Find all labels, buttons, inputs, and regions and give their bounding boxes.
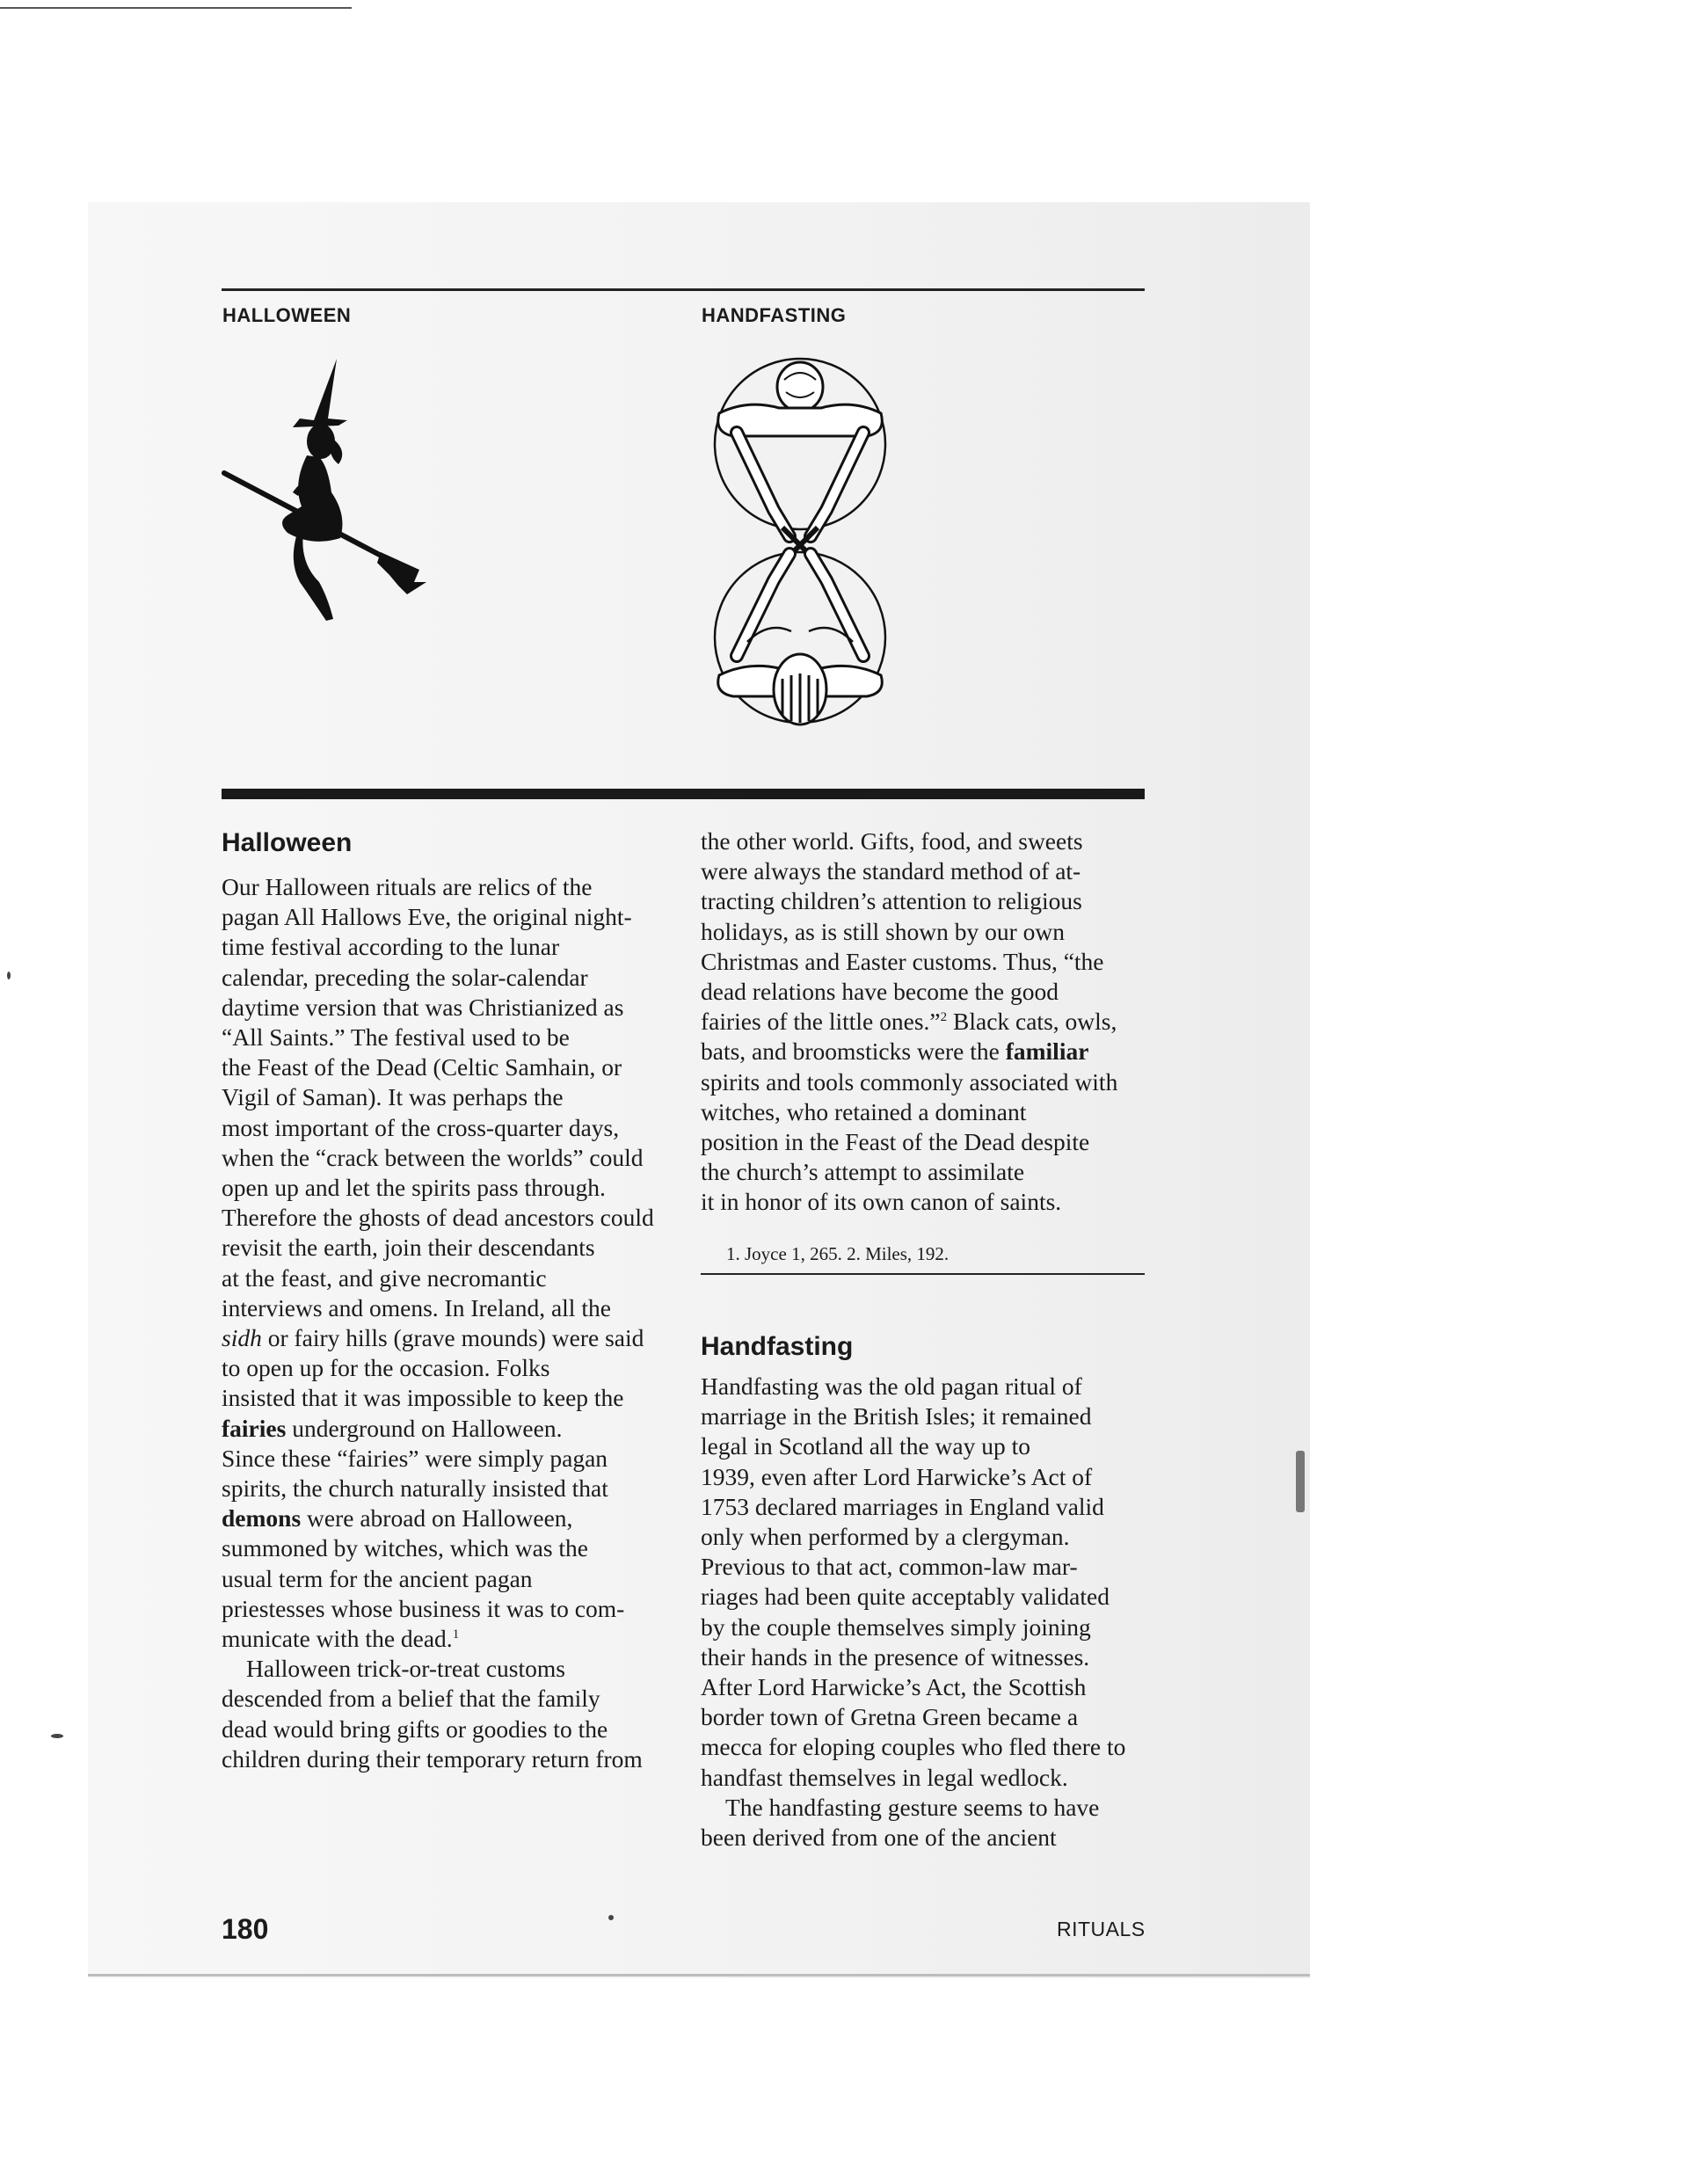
halloween-column-left <box>222 872 679 1774</box>
text-line: revisit the earth, join their descendants <box>222 1234 595 1262</box>
text-line: daytime version that was Christianized as <box>222 993 624 1021</box>
familiar-cross-reference: familiar <box>1005 1037 1089 1066</box>
text-line: calendar, preceding the solar-calendar <box>222 963 588 991</box>
header-rule <box>222 288 1145 291</box>
text-line: only when performed by a clergyman. <box>701 1523 1070 1551</box>
footnotes: 1. Joyce 1, 265. 2. Miles, 192. <box>726 1243 950 1264</box>
text-line: witches, who retained a dominant <box>701 1097 1027 1125</box>
text-line: mecca for eloping couples who fled there to <box>701 1733 1126 1761</box>
text-line: “All Saints.” The festival used to be <box>222 1023 570 1052</box>
halloween-paragraph-1 <box>222 872 679 1654</box>
text-line: Handfasting was the old pagan ritual of <box>701 1372 1082 1400</box>
text-line: been derived from one of the ancient <box>701 1824 1057 1852</box>
handfasting-paragraph-1 <box>701 1372 1149 1793</box>
fairies-cross-reference: fairies <box>222 1414 287 1442</box>
text-line: time festival according to the lunar <box>222 933 560 961</box>
text-line: to open up for the occasion. Folks <box>222 1354 550 1382</box>
text-line: or fairy hills (grave mounds) were said <box>261 1324 644 1352</box>
text-line: municate with the dead. <box>222 1625 453 1653</box>
text-line: Therefore the ghosts of dead ancestors could <box>222 1204 654 1232</box>
text-line: position in the Feast of the Dead despite <box>701 1128 1090 1156</box>
section-footer: RITUALS <box>1057 1918 1146 1940</box>
scan-speck <box>7 972 11 979</box>
sidh-term: sidh <box>222 1324 262 1352</box>
text-line: Christmas and Easter customs. Thus, “the <box>701 947 1104 975</box>
text-line: Since these “fairies” were simply pagan <box>222 1444 608 1472</box>
text-line: Previous to that act, common-law mar- <box>701 1553 1078 1581</box>
halloween-paragraph-2-continued <box>701 826 1149 1218</box>
text-line: spirits and tools commonly associated with <box>701 1067 1118 1096</box>
text-line: were always the standard method of at- <box>701 857 1081 885</box>
scan-speck <box>608 1915 614 1920</box>
text-line: when the “crack between the worlds” could <box>222 1143 644 1171</box>
text-line: their hands in the presence of witnesses. <box>701 1642 1090 1671</box>
text-line: legal in Scotland all the way up to <box>701 1432 1030 1460</box>
witch-icon <box>215 352 426 624</box>
demons-cross-reference: demons <box>222 1504 302 1532</box>
text-line: the Feast of the Dead (Celtic Samhain, or <box>222 1053 622 1081</box>
handfasting-column <box>701 1372 1149 1853</box>
text-line: marriage in the British Isles; it remained <box>701 1402 1092 1431</box>
text-line: Black cats, owls, <box>947 1008 1117 1036</box>
handfasting-paragraph-2 <box>701 1793 1149 1823</box>
text-line: descended from a belief that the family <box>222 1685 600 1713</box>
text-line: summoned by witches, which was the <box>222 1534 589 1562</box>
text-line: dead would bring gifts or goodies to the <box>222 1714 608 1743</box>
text-line: at the feast, and give necromantic <box>222 1263 547 1292</box>
handfasting-figures-icon <box>695 352 906 739</box>
text-line: open up and let the spirits pass through. <box>222 1174 606 1202</box>
section-divider <box>222 789 1145 799</box>
text-line: Vigil of Saman). It was perhaps the <box>222 1083 564 1111</box>
text-line: bats, and broomsticks were the <box>701 1037 1006 1066</box>
text-line: most important of the cross-quarter days, <box>222 1113 620 1141</box>
footnote-rule <box>701 1273 1145 1275</box>
halloween-paragraph-2-cont <box>222 1684 679 1774</box>
text-line: priestesses whose business it was to com- <box>222 1594 625 1622</box>
text-line: holidays, as is still shown by our own <box>701 917 1066 945</box>
text-line: insisted that it was impossible to keep the <box>222 1384 624 1412</box>
text-line: riages had been quite acceptably validated <box>701 1583 1110 1611</box>
text-line: it in honor of its own canon of saints. <box>701 1188 1062 1216</box>
text-line: spirits, the church naturally insisted that <box>222 1474 608 1503</box>
text-line: the other world. Gifts, food, and sweets <box>701 827 1083 855</box>
text-line: usual term for the ancient pagan <box>222 1564 533 1592</box>
handfasting-paragraph-2-cont <box>701 1823 1149 1853</box>
footnote-marker: 1 <box>452 1627 460 1642</box>
page-number: 180 <box>222 1913 269 1945</box>
text-line: were abroad on Halloween, <box>301 1504 573 1532</box>
text-line: The handfasting gesture seems to have <box>725 1793 1100 1821</box>
text-line: 1753 declared marriages in England valid <box>701 1492 1104 1520</box>
footnote-marker: 2 <box>940 1010 948 1025</box>
text-line: handfast themselves in legal wedlock. <box>701 1763 1068 1791</box>
text-line: dead relations have become the good <box>701 978 1059 1006</box>
text-line: the church’s attempt to assimilate <box>701 1158 1025 1186</box>
scan-speck <box>51 1734 63 1738</box>
text-line: tracting children’s attention to religious <box>701 887 1082 915</box>
text-line: underground on Halloween. <box>286 1414 563 1442</box>
text-line: After Lord Harwicke’s Act, the Scottish <box>701 1673 1087 1701</box>
halloween-heading: Halloween <box>222 828 353 857</box>
text-line: children during their temporary return from <box>222 1744 643 1773</box>
scan-speck <box>1296 1451 1305 1512</box>
text-line: border town of Gretna Green became a <box>701 1703 1079 1731</box>
halloween-paragraph-2 <box>222 1654 679 1684</box>
halloween-column-right <box>701 826 1149 1218</box>
running-head-right: HANDFASTING <box>702 304 847 326</box>
text-line: 1939, even after Lord Harwicke’s Act of <box>701 1462 1093 1490</box>
handfasting-heading: Handfasting <box>701 1332 854 1361</box>
text-line: Our Halloween rituals are relics of the <box>222 873 593 900</box>
running-head-left: HALLOWEEN <box>222 304 352 326</box>
text-line: interviews and omens. In Ireland, all the <box>222 1293 611 1321</box>
text-line: pagan All Hallows Eve, the original night- <box>222 903 632 931</box>
text-line: Halloween trick-or-treat customs <box>246 1655 565 1683</box>
text-line: fairies of the little ones.” <box>701 1008 941 1036</box>
text-line: by the couple themselves simply joining <box>701 1613 1091 1641</box>
